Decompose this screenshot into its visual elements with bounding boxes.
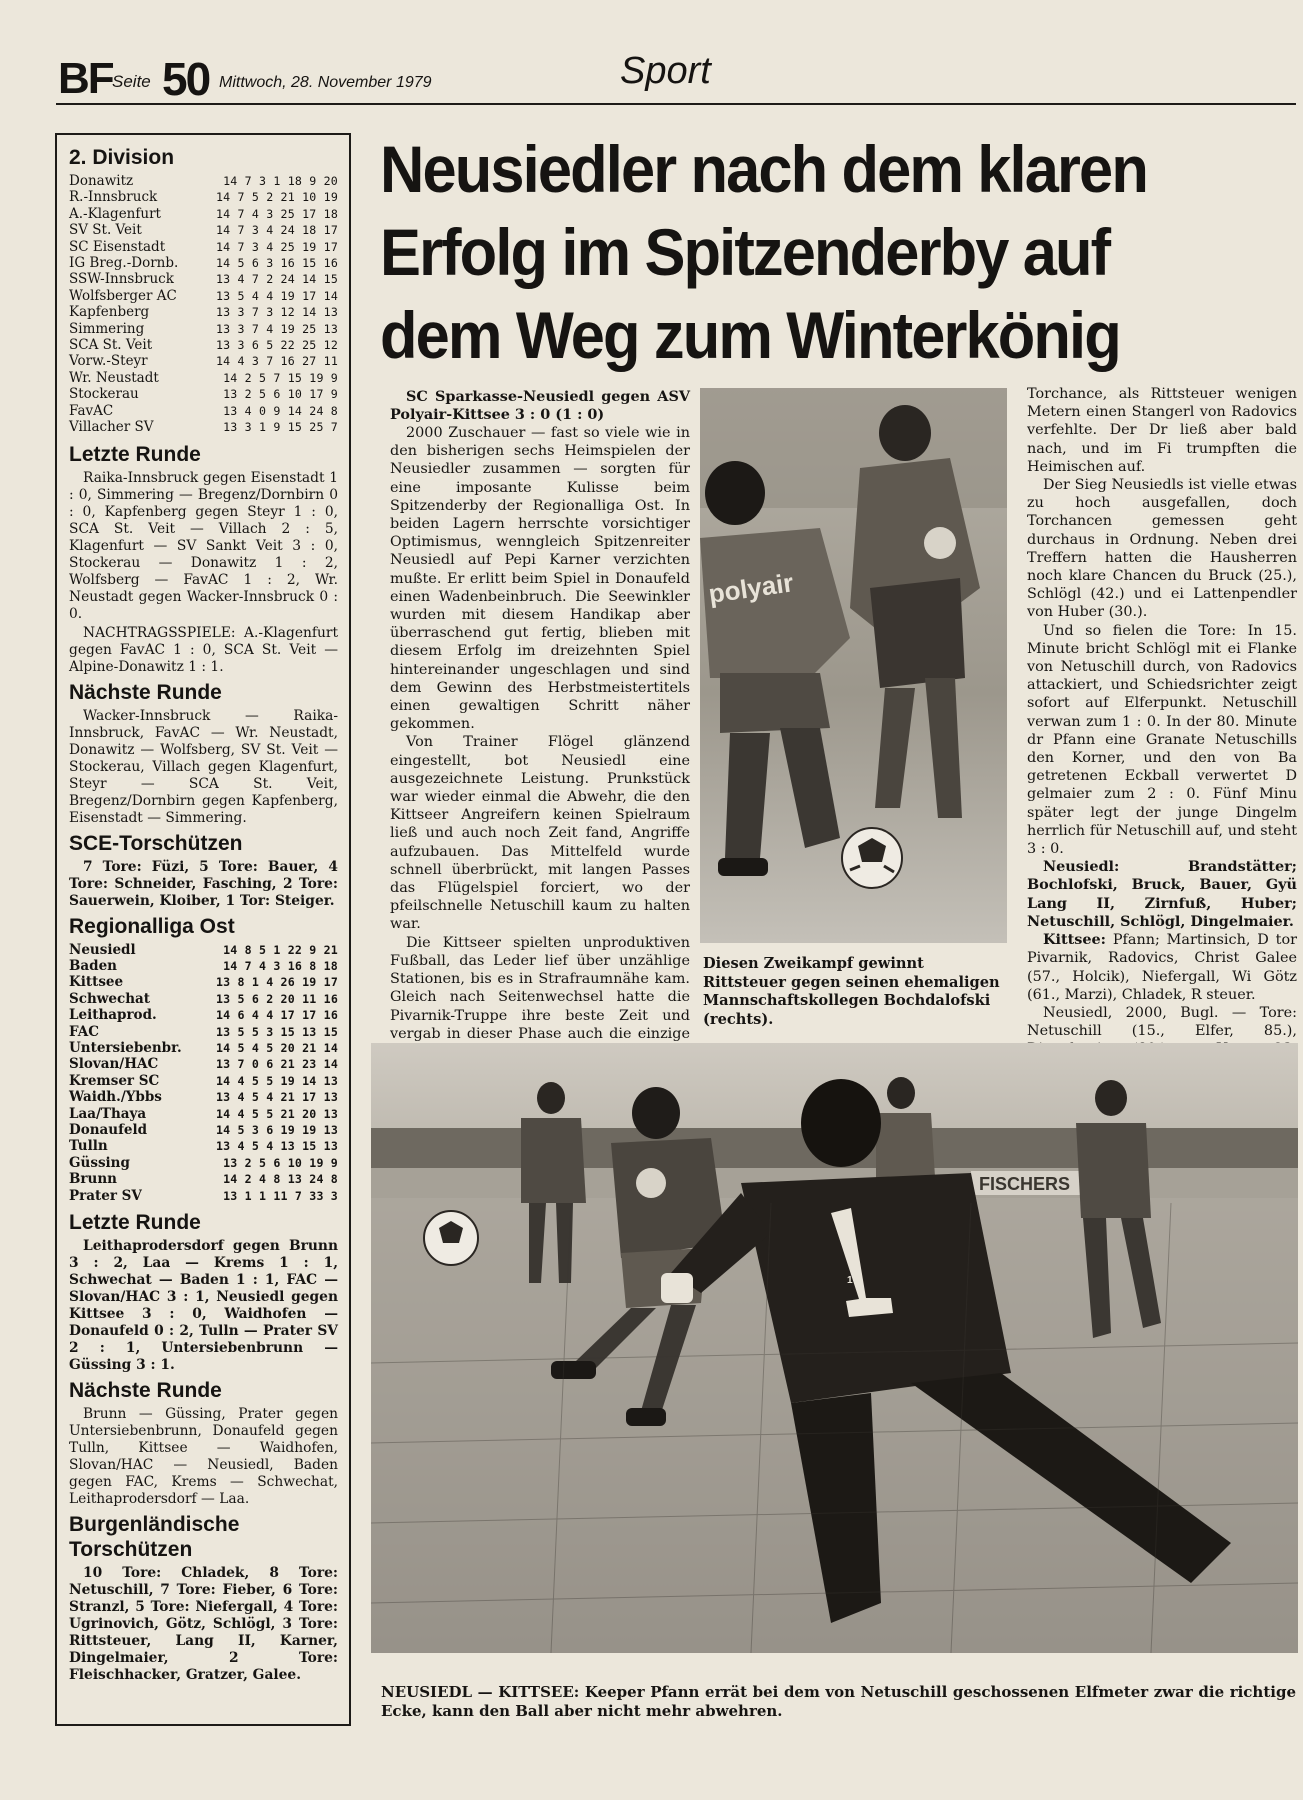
- team-stats: 14 5 3 6 19 19 13: [215, 1122, 338, 1137]
- team-name: Kittsee: [69, 974, 124, 991]
- naechste-runde-1-text: Wacker-Innsbruck — Raika-Innsbruck, FavAC — Wr. Neustadt, Donawitz — Wolfsberg, SV St. Veit — Stockerau, Villach gegen Klagenfurt, Steyr — SCA St. Veit, Bregenz/Dornbirn gegen Kapfenberg, Eisenstadt — Simmering.: [69, 707, 338, 826]
- page-label: Seite: [112, 72, 151, 91]
- team-stats: 14 7 3 1 18 9 20: [223, 174, 338, 188]
- standings-row: [69, 353, 338, 369]
- photo-zweikampf: [700, 388, 1007, 943]
- regionalliga-table: [69, 942, 338, 1205]
- regionalliga-title: Regionalliga Ost: [69, 914, 235, 938]
- photo-elfmeter: [371, 1043, 1298, 1653]
- team-stats: 13 5 4 4 19 17 14: [215, 288, 338, 303]
- letzte-runde-2-title: Letzte Runde: [69, 1211, 201, 1234]
- team-stats: 13 3 7 4 19 25 13: [215, 321, 338, 336]
- standings-row: [69, 222, 338, 238]
- team-stats: 14 7 4 3 25 17 18: [215, 206, 338, 221]
- nachtragsspiele-text: NACHTRAGSSPIELE: A.-Klagenfurt gegen FavAC 1 : 0, SCA St. Veit — Alpine-Donawitz 1 : 1.: [69, 624, 338, 675]
- standings-row: [69, 1155, 338, 1171]
- team-stats: 13 2 5 6 10 17 9: [223, 387, 338, 402]
- masthead-rule: [56, 103, 1296, 105]
- team-name: Kremser SC: [69, 1072, 160, 1089]
- standings-row: [69, 419, 338, 435]
- article-paragraph: Und so fielen die Tore: In 15. Minute bricht Schlögl mit ei Flanke von Netuschill durch, von Radovics attackiert, und Schiedsrichter zeigt sofort auf Elferpunkt. Netuschill verwan zum 1 : 0. In der 80. Minute dr Pfann eine Granate Netuschills den Korner, und den von Ba getretenen Eckball verwertet D gelmaier zum 2 : 0. Fünf Minu später legt der junge Dingelm herrlich für Netuschill auf, und steht 3 : 0.: [1027, 622, 1297, 858]
- team-name: Schwechat: [69, 990, 151, 1007]
- team-name: Wolfsberger AC: [69, 287, 177, 304]
- sidebar-standings: [55, 133, 351, 1726]
- sce-torschuetzen-text: 7 Tore: Füzi, 5 Tore: Bauer, 4 Tore: Schneider, Fasching, 2 Tore: Sauerwein, Kloiber, 1 Tor: Steiger.: [69, 858, 338, 909]
- lineup-kittsee-label: Kittsee:: [1043, 931, 1106, 949]
- standings-row: [69, 1007, 338, 1023]
- headline-line: dem Weg zum Winterkönig: [380, 298, 1120, 372]
- lineup-neusiedl-players: Brandstätter; Bochlofski, Bruck, Bauer, Gyü Lang II, Zirnfuß, Huber; Netuschill, Schlögl, Dingelmaier.: [1027, 858, 1297, 930]
- team-stats: 14 4 5 5 19 14 13: [215, 1073, 338, 1088]
- team-name: Neusiedl: [69, 941, 136, 958]
- team-name: Waidh./Ybbs: [69, 1089, 162, 1106]
- team-stats: 14 7 5 2 21 10 19: [215, 190, 338, 205]
- standings-row: [69, 370, 338, 386]
- letzte-runde-2-text: Leithaprodersdorf gegen Brunn 3 : 2, Laa — Krems 1 : 1, Schwechat — Baden 1 : 1, FAC — Slovan/HAC 3 : 1, Neusiedl gegen Kittsee 3 : 0, Waidhofen — Donaufeld 0 : 2, Tulln — Prater SV 2 : 1, Untersiebenbrunn — Güssing 3 : 1.: [69, 1238, 338, 1373]
- team-name: Leithaprod.: [69, 1007, 157, 1024]
- team-name: A.-Klagenfurt: [69, 205, 161, 222]
- article-subhead: SC Sparkasse-Neusiedl gegen ASV Polyair-Kittsee 3 : 0 (1 : 0): [390, 388, 690, 423]
- standings-row: [69, 386, 338, 402]
- standings-row: [69, 1106, 338, 1122]
- lineup-kittsee-players: Pfann; Martinsich, D tor Pivarnik, Radovics, Christ Galee (57., Holcik), Niefergall, Wi Götz (61., Marzi), Chladek, R steuer.: [1027, 932, 1297, 1003]
- standings-row: [69, 403, 338, 419]
- article-column-3: [1027, 385, 1297, 1040]
- headline-line: Neusiedler nach dem klaren: [380, 132, 1147, 206]
- team-name: SV St. Veit: [69, 222, 142, 239]
- team-name: Simmering: [69, 320, 145, 337]
- standings-row: [69, 974, 338, 990]
- letzte-runde-1-text: Raika-Innsbruck gegen Eisenstadt 1 : 0, Simmering — Bregenz/Dornbirn 0 : 0, Kapfenberg gegen Steyr 1 : 0, SCA St. Veit — Villach 2 : 5, Klagenfurt — SV Sankt Veit 3 : 0, Stockerau — Donawitz 1 : 2, Wolfsberg — FavAC 1 : 2, Wr. Neustadt gegen Wacker-Innsbruck 0 : 0.: [69, 469, 338, 622]
- stadium-banner-text: FISCHERS: [979, 1174, 1071, 1194]
- photo-caption-2: NEUSIEDL — KITTSEE: Keeper Pfann errät bei dem von Netuschill geschossenen Elfmeter zwar die richtige Ecke, kann den Ball aber nicht mehr abwehren.: [381, 1683, 1296, 1720]
- team-stats: 13 5 6 2 20 11 16: [215, 991, 338, 1006]
- standings-row: [69, 337, 338, 353]
- sce-torschuetzen-title: SCE-Torschützen: [69, 831, 243, 855]
- standings-row: [69, 288, 338, 304]
- team-name: Donaufeld: [69, 1121, 148, 1138]
- team-name: Donawitz: [69, 173, 134, 189]
- burgenland-title: Burgenländische Torschützen: [69, 1513, 240, 1561]
- standings-row: [69, 189, 338, 205]
- burgenland-text: 10 Tore: Chladek, 8 Tore: Netuschill, 7 Tore: Fieber, 6 Tore: Stranzl, 5 Tore: Niefergall, 4 Tore: Ugrinovich, Götz, Schlögl, 3 Tore: Rittsteuer, Lang II, Karner, Dingelmaier, 2 Tore: Fleischhacker, Gratzer, Galee.: [69, 1565, 338, 1683]
- division2-table: [69, 173, 338, 436]
- team-stats: 13 4 5 4 13 15 13: [215, 1139, 338, 1154]
- headline-line: Erfolg im Spitzenderby auf: [380, 215, 1110, 289]
- team-stats: 14 6 4 4 17 17 16: [215, 1008, 338, 1023]
- team-name: R.-Innsbruck: [69, 189, 158, 206]
- article-paragraph: Die Kittseer spielten unproduktiven Fußball, das Leder lief über unzählige Stationen, bis es in Strafraumnähe kam. Gleich nach Seitenwechsel hatte die Pivarnik-Truppe ihre beste Zeit und vergab in dieser Phase auch die einzige: [390, 934, 690, 1042]
- team-name: Tulln: [69, 1138, 108, 1155]
- standings-row: [69, 239, 338, 255]
- standings-row: [69, 1024, 338, 1040]
- team-stats: 13 3 7 3 12 14 13: [215, 305, 338, 320]
- page-number: 50: [162, 53, 210, 105]
- lineup-kittsee: [1027, 931, 1297, 1004]
- naechste-runde-2-title: Nächste Runde: [69, 1379, 222, 1402]
- naechste-runde-2-text: Brunn — Güssing, Prater gegen Untersiebenbrunn, Donaufeld gegen Tulln, Kittsee — Waidhofen, Slovan/HAC — Neusiedl, Baden gegen FAC, Krems — Schwechat, Leithaprodersdorf — Laa.: [69, 1406, 338, 1507]
- team-stats: 13 4 0 9 14 24 8: [223, 403, 338, 418]
- team-name: Untersiebenbr.: [69, 1039, 182, 1056]
- standings-row: [69, 1040, 338, 1056]
- team-stats: 13 8 1 4 26 19 17: [215, 975, 338, 990]
- team-stats: 14 7 3 4 24 18 17: [215, 223, 338, 238]
- division2-title: 2. Division: [69, 146, 175, 169]
- team-name: Brunn: [69, 1171, 117, 1188]
- team-name: SCA St. Veit: [69, 337, 153, 354]
- standings-row: [69, 255, 338, 271]
- standings-row: [69, 1122, 338, 1138]
- standings-row: [69, 1188, 338, 1204]
- team-stats: 13 3 6 5 22 25 12: [215, 338, 338, 353]
- team-stats: 13 2 5 6 10 19 9: [223, 1155, 338, 1170]
- team-name: SSW-Innsbruck: [69, 271, 174, 288]
- team-name: Baden: [69, 957, 118, 974]
- team-name: Slovan/HAC: [69, 1056, 159, 1073]
- team-name: FAC: [69, 1023, 100, 1040]
- team-stats: 13 5 5 3 15 13 15: [215, 1024, 338, 1039]
- article-paragraph: Torchance, als Rittsteuer wenigen Metern einen Stangerl von Radovics verfehlte. Der Dr ließ aber bald nach, und im Fi trumpften die Heimischen auf.: [1027, 386, 1297, 475]
- team-stats: 14 2 5 7 15 19 9: [223, 370, 338, 385]
- team-name: SC Eisenstadt: [69, 238, 166, 255]
- letzte-runde-1-title: Letzte Runde: [69, 442, 201, 466]
- keeper-number-text: 1: [847, 1275, 853, 1286]
- masthead: [58, 50, 1298, 106]
- team-stats: 13 3 1 9 15 25 7: [223, 420, 338, 435]
- team-stats: 14 4 3 7 16 27 11: [215, 354, 338, 369]
- team-stats: 14 4 5 5 21 20 13: [215, 1106, 338, 1121]
- standings-row: [69, 1056, 338, 1072]
- team-stats: 14 5 6 3 16 15 16: [215, 256, 338, 271]
- issue-date: Mittwoch, 28. November 1979: [219, 74, 432, 91]
- article-column-1: [390, 388, 690, 1042]
- standings-row: [69, 304, 338, 320]
- standings-row: [69, 321, 338, 337]
- team-stats: 14 7 4 3 16 8 18: [223, 958, 338, 973]
- standings-row: [69, 206, 338, 222]
- team-stats: 14 2 4 8 13 24 8: [223, 1172, 338, 1187]
- team-stats: 13 1 1 11 7 33 3: [223, 1188, 338, 1203]
- team-stats: 14 5 4 5 20 21 14: [215, 1040, 338, 1055]
- team-name: IG Breg.-Dornb.: [69, 255, 179, 272]
- team-name: Wr. Neustadt: [69, 369, 159, 386]
- team-name: FavAC: [69, 402, 114, 419]
- standings-row: [69, 173, 338, 189]
- team-name: Villacher SV: [69, 419, 154, 436]
- team-name: Güssing: [69, 1154, 130, 1171]
- lineup-neusiedl-label: Neusiedl:: [1043, 858, 1120, 876]
- naechste-runde-1-title: Nächste Runde: [69, 680, 222, 704]
- article-paragraph: Von Trainer Flögel glänzend eingestellt, bot Neusiedl eine ausgezeichnete Leistung. Prunkstück war wieder einmal die Abwehr, die den Kittseer Angreifern keinen Spielraum ließ und auch noch Zeit fand, Angriffe aufzubauen. Das Mittelfeld wurde schnell überbrückt, mit langen Passes das Flügelspiel forciert, wo der pfeilschnelle Netuschill kaum zu halten war.: [390, 734, 690, 933]
- standings-row: [69, 991, 338, 1007]
- newspaper-logo: BF: [58, 54, 113, 103]
- team-stats: 14 7 3 4 25 19 17: [215, 239, 338, 254]
- article-paragraph: Der Sieg Neusiedls ist vielle etwas zu hoch ausgefallen, doch Torchancen gemessen geht durchaus in Ordnung. Neben drei Treffern hatten die Hausherren noch klare Chancen du Bruck (25.), Schlögl (42.) und ei Lattenpendler von Huber (30.).: [1027, 477, 1297, 621]
- section-title: Sport: [620, 50, 711, 92]
- article-headline: [380, 128, 1234, 377]
- team-name: Laa/Thaya: [69, 1105, 147, 1122]
- jersey-sponsor-text: polyair: [706, 567, 796, 609]
- standings-row: [69, 1089, 338, 1105]
- standings-row: [69, 958, 338, 974]
- team-name: Prater SV: [69, 1187, 142, 1204]
- article-paragraph: 2000 Zuschauer — fast so viele wie in den bisherigen sechs Heimspielen der Neusiedler zusammen — sorgten für eine imposante Kulisse beim Spitzenderby der Regionalliga Ost. In beiden Lagern herrschte vorsichtiger Optimismus, wenngleich Spitzenreiter Neusiedl auf Pepi Karner verzichten mußte. Er erlitt beim Spiel in Donaufeld einen Wadenbeinbruch. Die Seewinkler wurden mit diesem Handikap aber überraschend gut fertig, blieben mit diesem Erfolg im dreizehnten Spiel hintereinander ungeschlagen und sind dem Gewinn des Herbstmeistertitels einen gewaltigen Schritt näher gekommen.: [390, 425, 690, 733]
- standings-row: [69, 1138, 338, 1154]
- photo-caption-1: Diesen Zweikampf gewinnt Rittsteuer gegen seinen ehemaligen Mannschaftskollegen Bochdalofski (rechts).: [703, 955, 1000, 1028]
- standings-row: [69, 1171, 338, 1187]
- result-line: Neusiedl, 2000, Bugl. — Tore: Netuschill (15., Elfer, 85.),: [1027, 1004, 1297, 1040]
- team-name: Stockerau: [69, 386, 139, 403]
- standings-row: [69, 942, 338, 958]
- team-name: Vorw.-Steyr: [69, 353, 148, 370]
- team-name: Kapfenberg: [69, 304, 150, 321]
- team-stats: 13 7 0 6 21 23 14: [215, 1057, 338, 1072]
- team-stats: 14 8 5 1 22 9 21: [223, 942, 338, 957]
- team-stats: 13 4 7 2 24 14 15: [215, 272, 338, 287]
- standings-row: [69, 1073, 338, 1089]
- standings-row: [69, 271, 338, 287]
- lineup-neusiedl: [1027, 858, 1297, 931]
- team-stats: 13 4 5 4 21 17 13: [215, 1090, 338, 1105]
